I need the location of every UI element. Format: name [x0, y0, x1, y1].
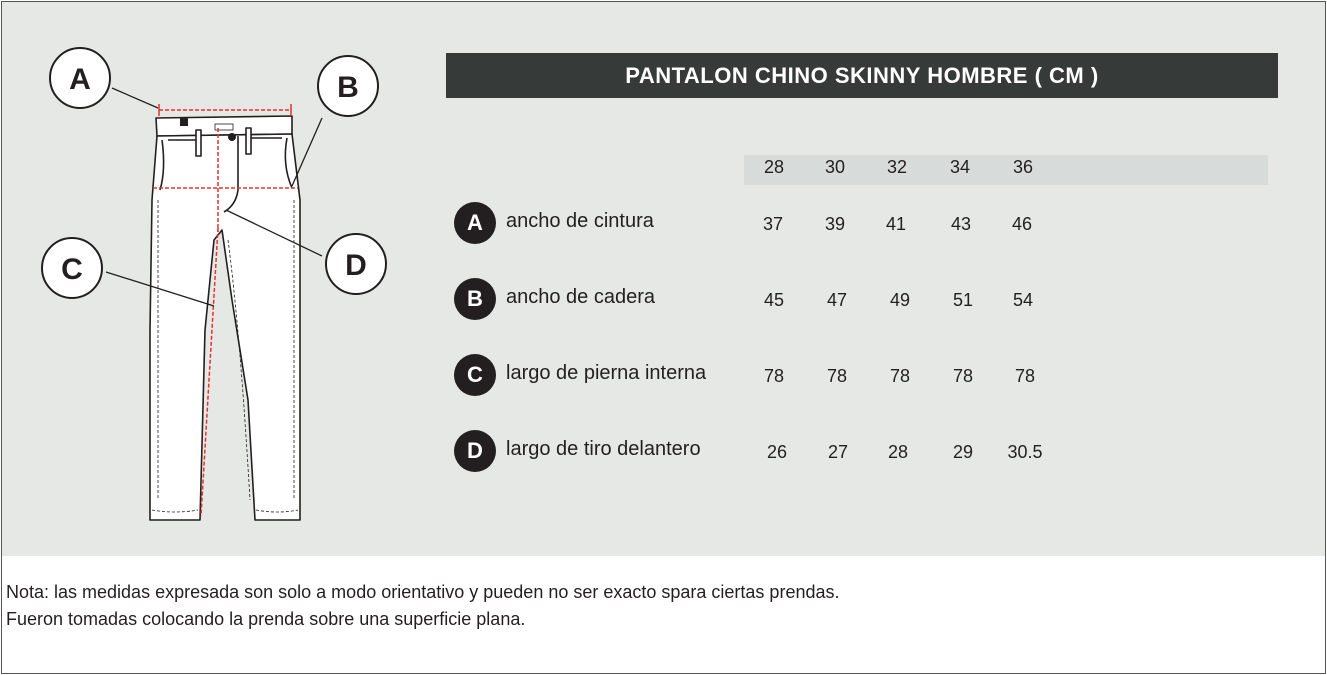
callout-d: [326, 234, 386, 294]
svg-text:C: C: [61, 253, 83, 286]
badge-d: D: [454, 430, 496, 472]
row-label-a: ancho de cintura: [506, 210, 654, 232]
row-label-b: ancho de cadera: [506, 286, 656, 308]
pants-label: [180, 118, 188, 126]
value-b-30: 47: [826, 290, 848, 310]
badge-c: C: [454, 354, 496, 396]
value-c-28: 78: [763, 366, 785, 386]
value-a-32: 41: [885, 214, 907, 234]
size-28: 28: [763, 157, 785, 177]
value-a-34: 43: [950, 214, 972, 234]
note-line-2: Fueron tomadas colocando la prenda sobre una superficie plana.: [6, 609, 526, 629]
size-36: 36: [1012, 157, 1034, 177]
svg-text:A: A: [69, 63, 91, 96]
value-a-36: 46: [1011, 214, 1033, 234]
value-d-34: 29: [952, 442, 974, 462]
badge-b: B: [454, 278, 496, 320]
value-b-34: 51: [952, 290, 974, 310]
size-34: 34: [949, 157, 971, 177]
note-line-1: Nota: las medidas expresada son solo a modo orientativo y pueden no ser exacto spara ciertas prendas.: [6, 582, 840, 602]
value-c-34: 78: [952, 366, 974, 386]
value-d-30: 27: [827, 442, 849, 462]
svg-text:D: D: [345, 249, 367, 282]
value-d-28: 26: [766, 442, 788, 462]
pants-illustration: [150, 116, 300, 520]
value-d-36: 30.5: [1007, 442, 1043, 462]
size-30: 30: [824, 157, 846, 177]
badge-a: A: [454, 202, 496, 244]
chart-title: PANTALON CHINO SKINNY HOMBRE ( CM ): [446, 53, 1278, 98]
value-b-32: 49: [889, 290, 911, 310]
svg-text:B: B: [337, 71, 359, 104]
value-c-36: 78: [1014, 366, 1036, 386]
value-b-28: 45: [763, 290, 785, 310]
value-d-32: 28: [887, 442, 909, 462]
value-c-32: 78: [889, 366, 911, 386]
callout-b: [318, 56, 378, 116]
value-c-30: 78: [826, 366, 848, 386]
pants-button: [228, 133, 236, 141]
value-b-36: 54: [1012, 290, 1034, 310]
row-label-d: largo de tiro delantero: [506, 438, 701, 460]
row-label-c: largo de pierna interna: [506, 362, 707, 384]
callout-c: [42, 238, 102, 298]
size-32: 32: [886, 157, 908, 177]
value-a-28: 37: [762, 214, 784, 234]
value-a-30: 39: [824, 214, 846, 234]
pants-diagram: [0, 0, 440, 556]
callout-a: [50, 48, 110, 108]
